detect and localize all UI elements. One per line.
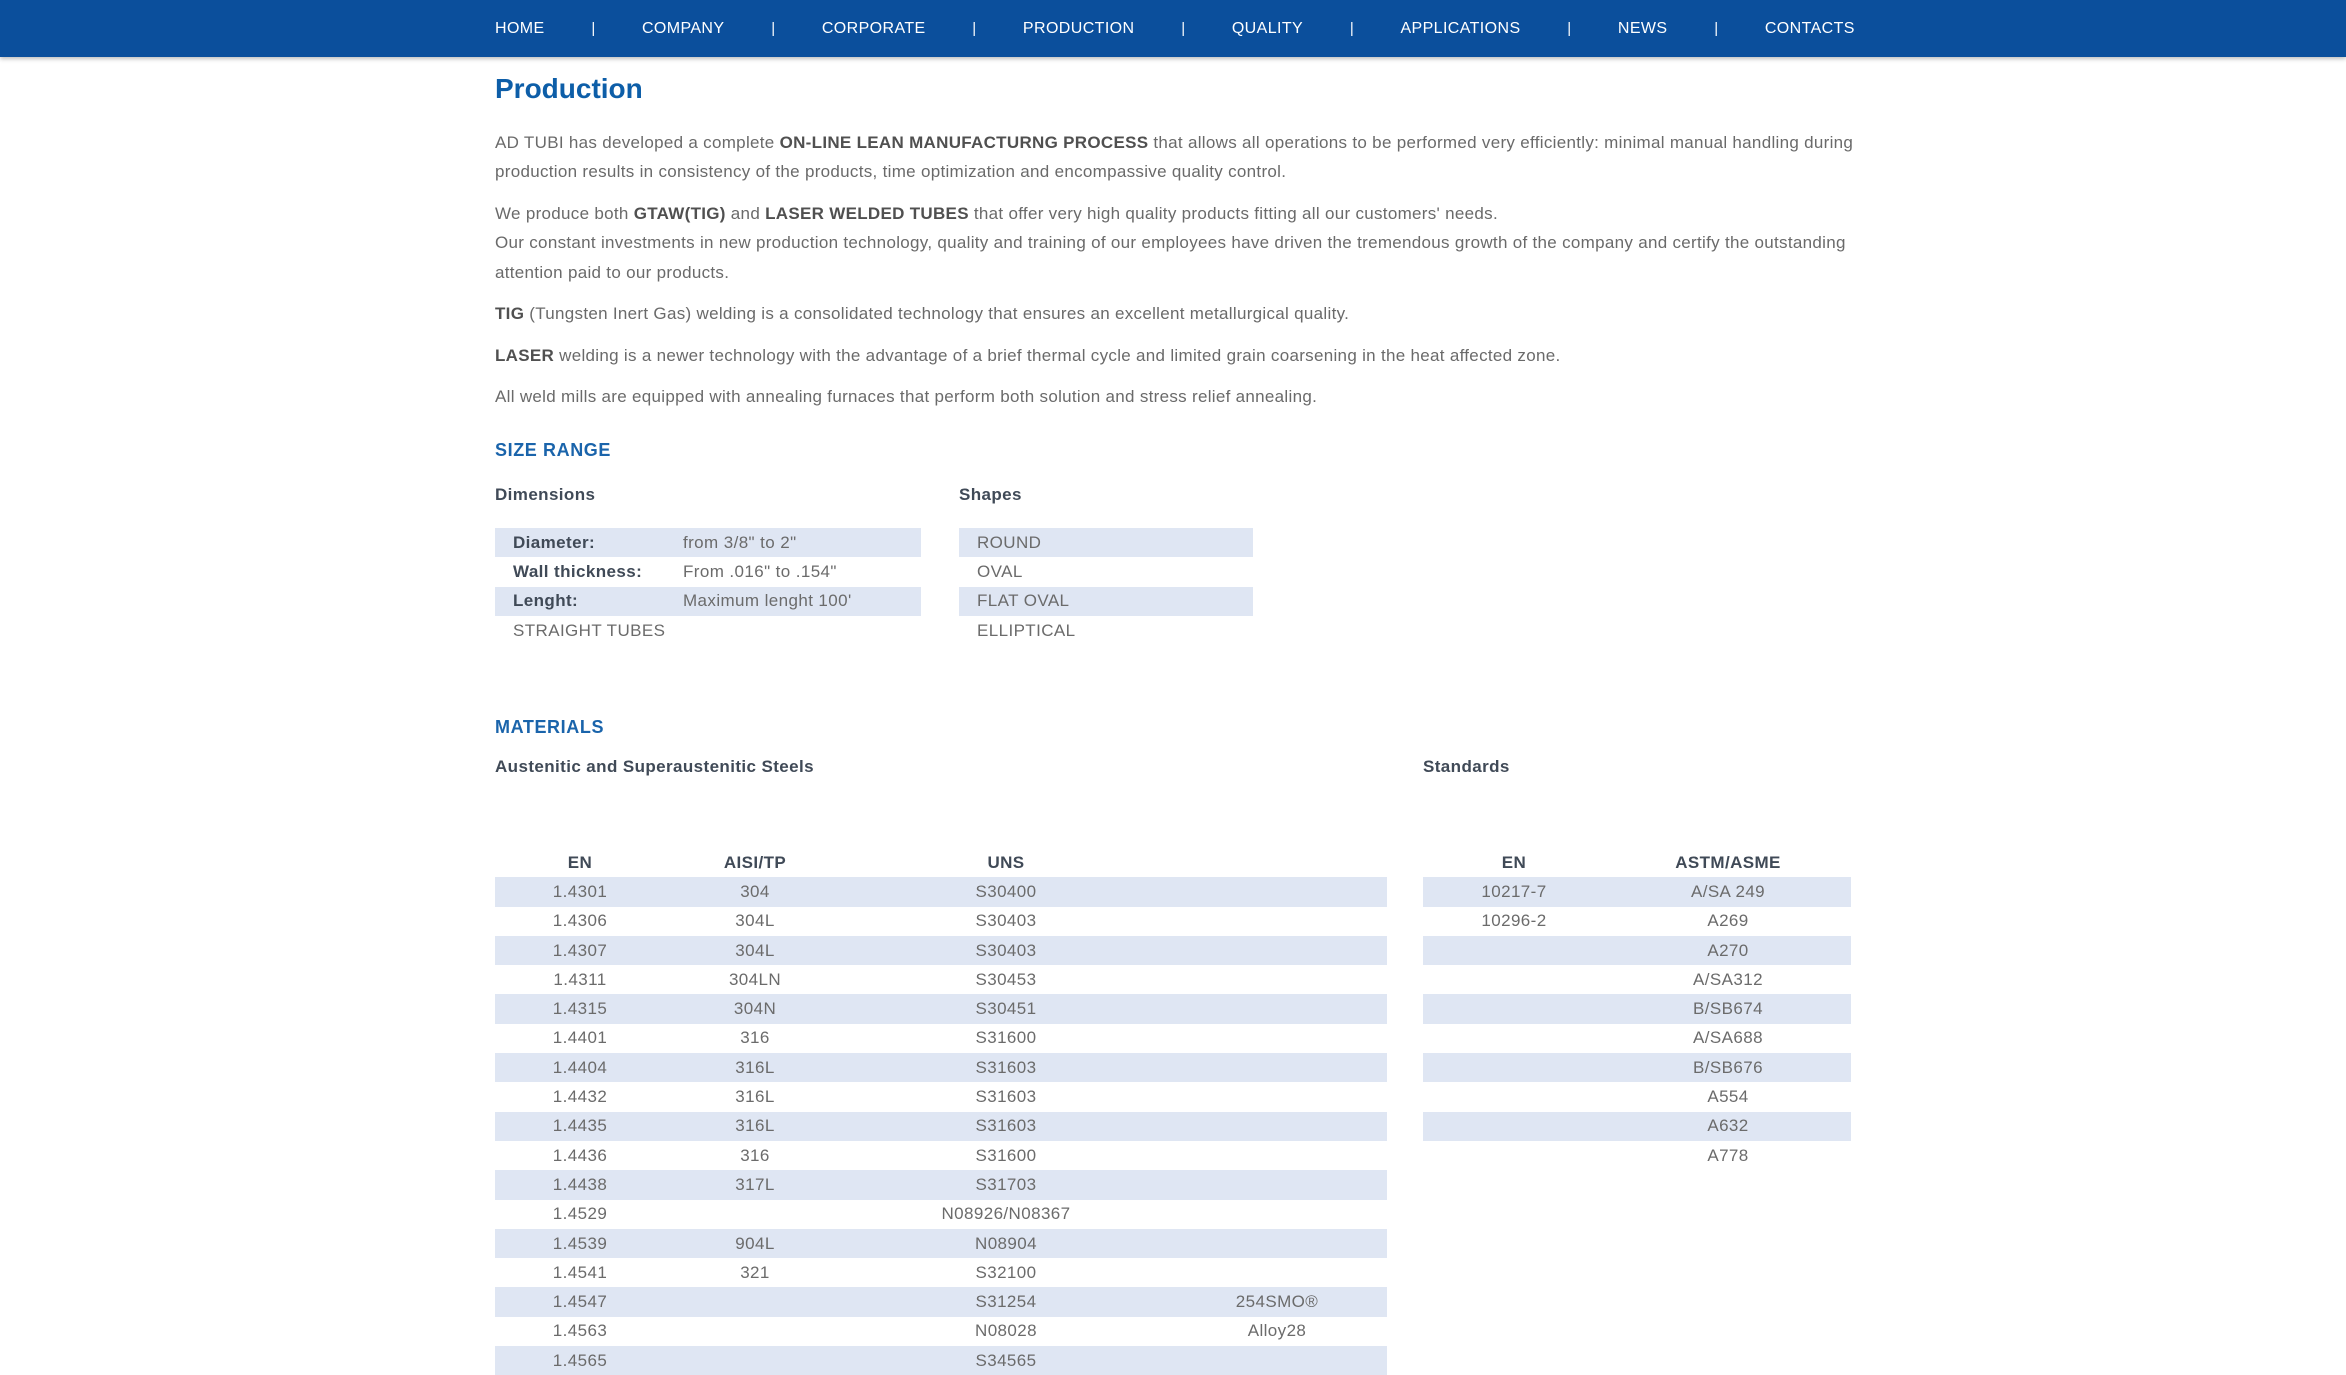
table-row: [495, 1141, 1387, 1170]
dimension-label: Wall thickness:: [513, 561, 643, 581]
table-cell: S32100: [975, 1262, 1037, 1282]
table-cell: S30403: [845, 936, 1167, 965]
table-cell: [1167, 907, 1387, 936]
table-cell: [1423, 1082, 1605, 1111]
table-row: [495, 907, 1387, 936]
table-row: [959, 557, 1253, 586]
shape-cell: ELLIPTICAL: [977, 620, 1076, 640]
table-cell: A/SA 249: [1605, 877, 1851, 906]
table-cell: 316L: [665, 1053, 845, 1082]
table-cell: 304LN: [728, 969, 782, 989]
table-cell: 1.4401: [552, 1028, 608, 1048]
dimension-value: from 3/8" to 2": [683, 528, 921, 557]
table-row: [1423, 907, 1851, 936]
nav-separator: |: [1714, 20, 1719, 37]
table-cell: [665, 1287, 845, 1316]
table-cell: 1.4301: [495, 877, 665, 906]
table-cell: 1.4306: [552, 911, 608, 931]
table-cell: 1.4404: [495, 1053, 665, 1082]
standards-heading: Standards: [1423, 757, 1510, 776]
table-cell: S31600: [975, 1145, 1037, 1165]
top-navigation-bar: [0, 0, 2346, 57]
table-cell: A/SA688: [1693, 1028, 1763, 1048]
nav-menu: [495, 0, 1855, 57]
table-cell: S30451: [845, 994, 1167, 1023]
table-cell: [1167, 1200, 1387, 1229]
table-row: [495, 587, 921, 616]
table-row: [495, 936, 1387, 965]
nav-item-corporate[interactable]: CORPORATE: [821, 19, 926, 37]
table-cell: [1423, 1141, 1605, 1170]
nav-item-company[interactable]: COMPANY: [641, 19, 725, 37]
table-cell: S30403: [975, 911, 1037, 931]
table-cell: B/SB676: [1605, 1053, 1851, 1082]
table-row: [495, 1053, 1387, 1082]
dimension-value: Maximum lenght 100': [683, 587, 921, 616]
table-row: [1423, 1053, 1851, 1082]
table-cell: 304N: [665, 994, 845, 1023]
table-cell: N08926/N08367: [941, 1204, 1071, 1224]
table-cell: [1167, 1170, 1387, 1199]
dimension-label: Diameter:: [495, 528, 683, 557]
main-content: [495, 57, 1855, 1370]
table-cell: A554: [1707, 1087, 1749, 1107]
table-cell: [1423, 994, 1605, 1023]
table-row: [495, 994, 1387, 1023]
nav-separator: |: [972, 20, 977, 37]
table-row: [495, 1170, 1387, 1199]
table-row: [959, 587, 1253, 616]
table-cell: N08028: [975, 1321, 1037, 1341]
nav-item-production[interactable]: PRODUCTION: [1022, 19, 1135, 37]
table-row: [495, 965, 1387, 994]
table-row: [1423, 965, 1851, 994]
column-header-en: EN: [1501, 852, 1527, 872]
table-cell: 1.4432: [552, 1087, 608, 1107]
nav-separator: |: [1349, 20, 1354, 37]
table-cell: [1167, 1024, 1387, 1053]
nav-separator: |: [1567, 20, 1572, 37]
table-cell: [1167, 994, 1387, 1023]
table-cell: 1.4307: [495, 936, 665, 965]
table-cell: [665, 1346, 845, 1375]
table-cell: 321: [740, 1262, 770, 1282]
table-cell: 1.4315: [495, 994, 665, 1023]
table-row: [495, 1229, 1387, 1258]
table-cell: A270: [1605, 936, 1851, 965]
column-header-astm: ASTM/ASME: [1675, 852, 1781, 872]
column-header-aisi: AISI/TP: [723, 852, 787, 872]
table-header-row: [495, 848, 1387, 877]
nav-item-quality[interactable]: QUALITY: [1231, 19, 1304, 37]
table-cell: S31600: [975, 1028, 1037, 1048]
table-cell: [665, 1200, 845, 1229]
table-cell: S31603: [845, 1053, 1167, 1082]
table-row: [495, 877, 1387, 906]
shape-cell: OVAL: [977, 561, 1023, 581]
table-row: [1423, 1082, 1851, 1111]
steels-table-body: [495, 877, 1387, 1375]
table-cell: 1.4563: [552, 1321, 608, 1341]
table-row: [495, 1317, 1387, 1346]
table-cell: 1.4436: [552, 1145, 608, 1165]
table-row: [1423, 877, 1851, 906]
table-cell: Alloy28: [1247, 1321, 1307, 1341]
dimension-value: From .016" to .154": [683, 561, 837, 581]
table-cell: 1.4547: [495, 1287, 665, 1316]
table-cell: [1423, 1024, 1605, 1053]
table-row: [495, 1346, 1387, 1375]
page-title: Production: [495, 73, 643, 104]
steels-heading: Austenitic and Superaustenitic Steels: [495, 757, 814, 776]
table-cell: A269: [1707, 911, 1749, 931]
table-cell: 317L: [665, 1170, 845, 1199]
table-cell: S31254: [845, 1287, 1167, 1316]
table-cell: [1423, 1053, 1605, 1082]
table-cell: 304L: [735, 911, 775, 931]
table-cell: [1167, 1229, 1387, 1258]
table-cell: [1167, 1346, 1387, 1375]
shape-cell: FLAT OVAL: [959, 587, 1253, 616]
table-cell: B/SB674: [1605, 994, 1851, 1023]
table-cell: [1167, 965, 1387, 994]
nav-item-news[interactable]: NEWS: [1617, 19, 1668, 37]
table-cell: 1.4565: [495, 1346, 665, 1375]
table-cell: [665, 1317, 845, 1346]
table-row: [495, 616, 921, 645]
paragraph-tig: TIG (Tungsten Inert Gas) welding is a consolidated technology that ensures an excellent metallurgical quality.: [495, 304, 1350, 324]
table-cell: [1167, 1112, 1387, 1141]
materials-heading: MATERIALS: [495, 717, 605, 737]
table-cell: 1.4539: [495, 1229, 665, 1258]
table-cell: S31603: [845, 1112, 1167, 1141]
paragraph-annealing: All weld mills are equipped with annealing furnaces that perform both solution and stress relief annealing.: [495, 387, 1318, 407]
size-range-heading: SIZE RANGE: [495, 440, 612, 460]
straight-tubes-note: STRAIGHT TUBES: [513, 620, 666, 640]
column-header-uns: UNS: [987, 852, 1025, 872]
table-cell: S30400: [845, 877, 1167, 906]
table-cell: [1423, 936, 1605, 965]
paragraph-welded-tubes: We produce both GTAW(TIG) and LASER WELDED TUBES that offer very high quality products fitting all our customers' needs.: [495, 203, 1498, 223]
paragraph-investments: Our constant investments in new production technology, quality and training of our employees have driven the tremendous growth of the company and certify the outstanding attention paid to our products.: [495, 233, 1846, 282]
table-row: [1423, 1141, 1851, 1170]
table-row: [1423, 1112, 1851, 1141]
table-cell: S34565: [845, 1346, 1167, 1375]
dimension-label: Lenght:: [495, 587, 683, 616]
table-cell: [1167, 1258, 1387, 1287]
paragraph-lean-process: AD TUBI has developed a complete ON-LINE LEAN MANUFACTURNG PROCESS that allows all operations to be performed very efficiently: minimal manual handling during production results in consistency of the products, time optimization and encompassive quality control.: [495, 132, 1854, 182]
table-row: [495, 1082, 1387, 1111]
table-cell: 10296-2: [1481, 911, 1547, 931]
table-cell: 304L: [665, 936, 845, 965]
nav-item-contacts[interactable]: CONTACTS: [1764, 19, 1855, 37]
column-header-en: EN: [567, 852, 593, 872]
shapes-heading: Shapes: [959, 485, 1022, 504]
table-cell: 316: [740, 1028, 770, 1048]
table-row: [1423, 1024, 1851, 1053]
table-row: [959, 528, 1253, 557]
nav-separator: |: [591, 20, 596, 37]
nav-separator: |: [771, 20, 776, 37]
table-cell: S31703: [845, 1170, 1167, 1199]
table-row: [959, 616, 1253, 645]
table-row: [495, 1200, 1387, 1229]
table-cell: [1423, 1112, 1605, 1141]
shapes-table: [959, 528, 1253, 645]
steels-table: [495, 848, 1387, 1375]
table-header-row: [1423, 848, 1851, 877]
table-cell: A632: [1605, 1112, 1851, 1141]
table-cell: [1167, 1141, 1387, 1170]
table-cell: 1.4541: [552, 1262, 608, 1282]
table-cell: N08904: [845, 1229, 1167, 1258]
table-cell: S30453: [975, 969, 1037, 989]
table-cell: 316L: [735, 1087, 775, 1107]
table-cell: A778: [1707, 1145, 1749, 1165]
paragraph-laser: LASER welding is a newer technology with the advantage of a brief thermal cycle and limited grain coarsening in the heat affected zone.: [495, 345, 1561, 365]
table-cell: 1.4311: [553, 969, 607, 989]
table-cell: [1167, 877, 1387, 906]
table-cell: A/SA312: [1693, 969, 1763, 989]
table-cell: S31603: [975, 1087, 1037, 1107]
nav-separator: |: [1181, 20, 1186, 37]
table-cell: 316: [740, 1145, 770, 1165]
table-cell: 1.4438: [495, 1170, 665, 1199]
intro-text: [495, 128, 1855, 412]
table-cell: [1167, 936, 1387, 965]
shape-cell: ROUND: [959, 528, 1253, 557]
dimensions-heading: Dimensions: [495, 485, 596, 504]
standards-table-body: [1423, 877, 1851, 1170]
nav-item-applications[interactable]: APPLICATIONS: [1400, 19, 1521, 37]
table-row: [1423, 994, 1851, 1023]
table-row: [495, 1258, 1387, 1287]
nav-item-home[interactable]: HOME: [495, 19, 545, 37]
table-cell: 10217-7: [1423, 877, 1605, 906]
table-row: [495, 1112, 1387, 1141]
table-row: [1423, 936, 1851, 965]
standards-table: [1423, 848, 1851, 1170]
table-cell: 904L: [665, 1229, 845, 1258]
table-cell: 1.4529: [552, 1204, 608, 1224]
table-cell: 304: [665, 877, 845, 906]
table-cell: [1167, 1082, 1387, 1111]
column-header-trade-name: [1167, 848, 1387, 877]
table-row: [495, 528, 921, 557]
table-cell: [1423, 965, 1605, 994]
table-cell: 254SMO®: [1167, 1287, 1387, 1316]
dimensions-table: [495, 528, 921, 645]
table-row: [495, 1024, 1387, 1053]
table-cell: 316L: [665, 1112, 845, 1141]
table-row: [495, 1287, 1387, 1316]
table-cell: [1167, 1053, 1387, 1082]
table-cell: 1.4435: [495, 1112, 665, 1141]
table-row: [495, 557, 921, 586]
